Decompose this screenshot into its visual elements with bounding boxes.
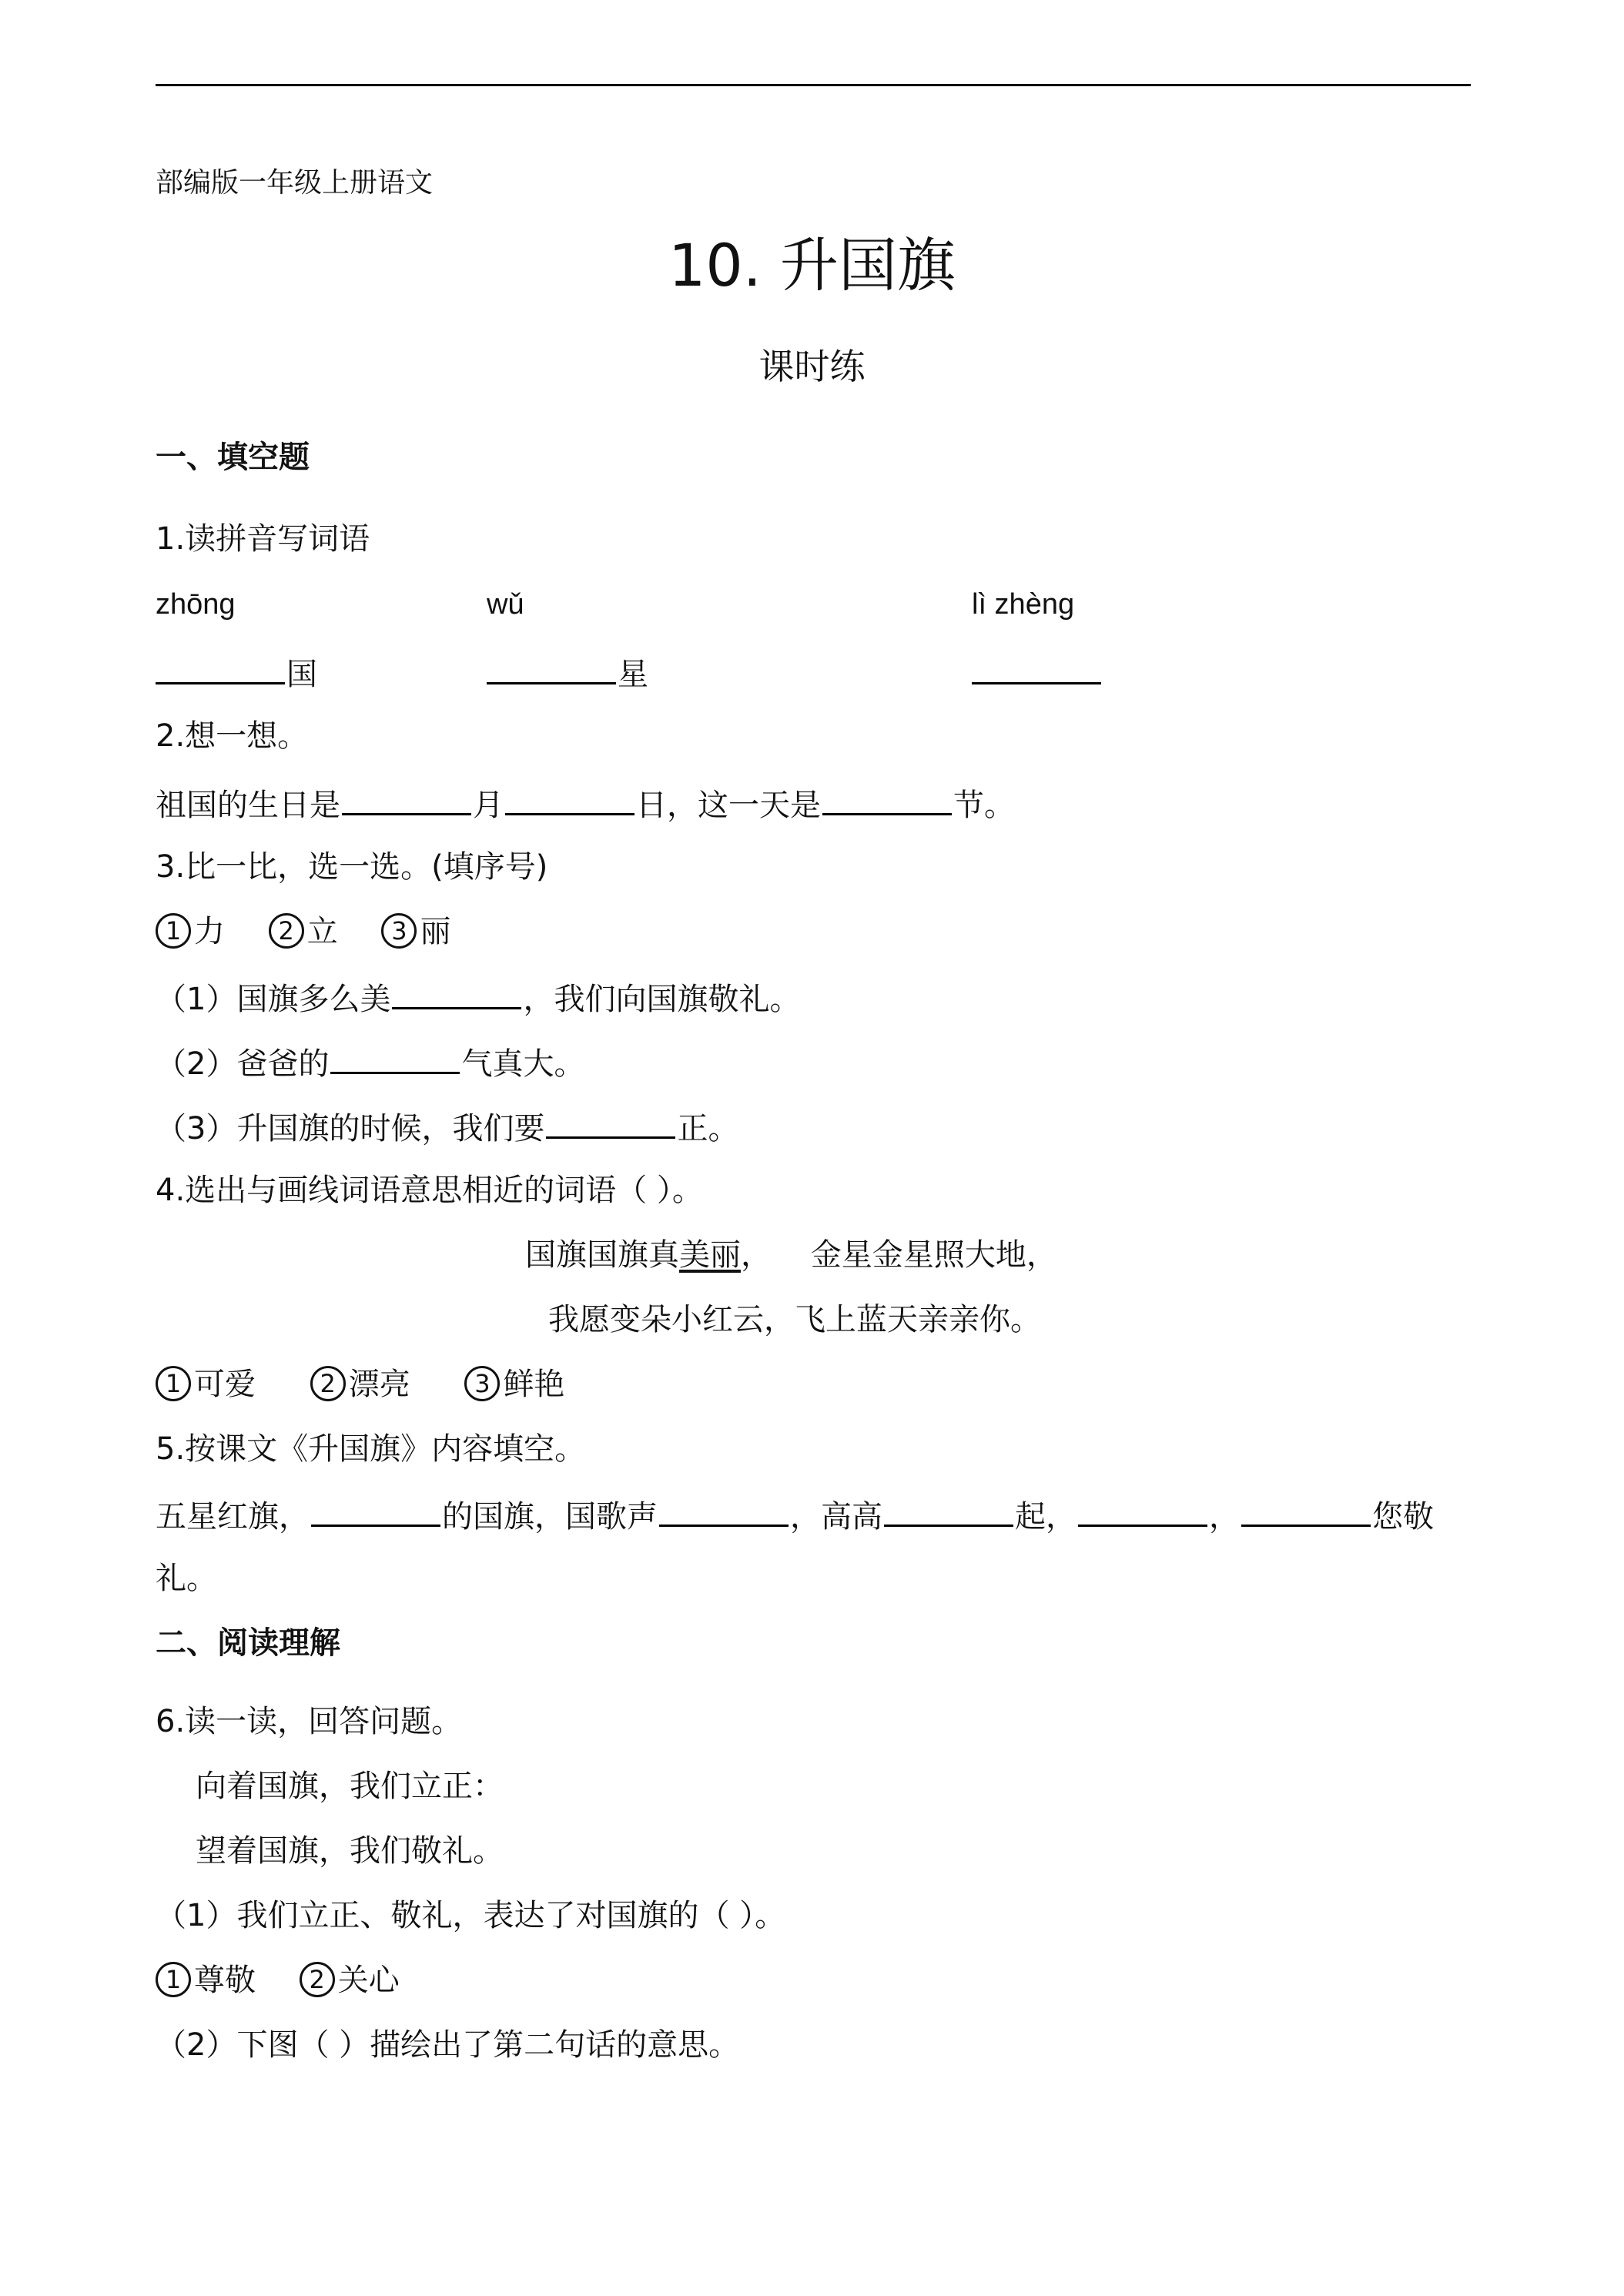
q6-passage-line-1: 向着国旗，我们立正：: [196, 1769, 504, 1804]
q5-text-3: ，高高: [790, 1499, 882, 1535]
q2-text-2: 月: [473, 788, 504, 823]
q3-option-3: [381, 912, 450, 952]
q5-blank-1[interactable]: [311, 1494, 440, 1527]
q6-option-1: [156, 1960, 256, 2000]
q3-item-3-before: （3）升国旗的时候，我们要: [156, 1111, 545, 1146]
q3-prompt: 3.比一比，选一选。(填序号): [156, 849, 548, 885]
q6-sub1-options: [156, 1960, 444, 2000]
q3-options: [156, 912, 495, 952]
q4-poem-text-a: 国旗国旗真: [525, 1237, 679, 1273]
q4-option-1-text: 可爱: [194, 1367, 256, 1402]
q1-answer-2: [487, 651, 648, 694]
q4-underlined-word: 美丽: [679, 1237, 741, 1273]
q3-blank-2[interactable]: [330, 1041, 460, 1074]
q4-option-2: [310, 1364, 410, 1404]
q6-option-2-text: 关心: [337, 1963, 400, 1998]
q4-option-2-text: 漂亮: [348, 1367, 410, 1402]
q3-item-3: [156, 1106, 738, 1149]
q6-option-2: [300, 1960, 400, 2000]
q1-blank-1[interactable]: [156, 651, 285, 684]
q2-prompt: 2.想一想。: [156, 718, 309, 754]
q3-option-2: [269, 912, 338, 952]
page-subtitle: 课时练: [758, 346, 866, 387]
q3-option-2-text: 立: [306, 914, 338, 949]
q5-text-4: 起，: [1015, 1499, 1077, 1535]
q5-blank-2[interactable]: [659, 1494, 789, 1527]
q6-prompt: 6.读一读，回答问题。: [156, 1704, 463, 1739]
q4-options: [156, 1364, 609, 1404]
q1-blank-2[interactable]: [487, 651, 616, 684]
top-rule: [156, 84, 1471, 86]
q3-item-1-after: ，我们向国旗敬礼。: [523, 982, 801, 1017]
q6-sub-question-2: （2）下图（ ）描绘出了第二句话的意思。: [156, 2027, 740, 2063]
q4-option-3: [464, 1364, 564, 1404]
section-heading-fill-blank: 一、填空题: [156, 440, 310, 475]
q1-prompt: 1.读拼音写词语: [156, 521, 370, 557]
q3-item-1: [156, 976, 800, 1019]
q4-poem-line-1: [525, 1235, 1057, 1275]
series-label: 部编版一年级上册语文: [156, 167, 434, 199]
q5-text-2: 的国旗，国歌声: [442, 1499, 658, 1535]
q2-text-3: 日，这一天是: [636, 788, 821, 823]
q5-text-6: 您敬: [1372, 1499, 1434, 1535]
circled-number-icon: 2: [310, 1366, 346, 1401]
q3-item-2-after: 气真大。: [461, 1046, 585, 1082]
q2-blank-day[interactable]: [505, 782, 635, 815]
q5-blank-5[interactable]: [1241, 1494, 1371, 1527]
q4-option-3-text: 鲜艳: [503, 1367, 565, 1402]
q3-blank-3[interactable]: [546, 1106, 675, 1139]
q1-pinyin-1: zhōng: [156, 588, 236, 621]
q2-blank-month[interactable]: [342, 782, 471, 815]
q3-item-2-before: （2）爸爸的: [156, 1046, 330, 1082]
circled-number-icon: 3: [464, 1366, 500, 1401]
q2-text-1: 祖国的生日是: [156, 788, 340, 823]
circled-number-icon: 2: [269, 913, 304, 949]
q6-sub-question-1: （1）我们立正、敬礼，表达了对国旗的（ ）。: [156, 1898, 786, 1933]
q2-text-4: 节。: [953, 788, 1015, 823]
q1-answer-3: [972, 651, 1103, 694]
q5-text-1: 五星红旗，: [156, 1499, 310, 1535]
q2-sentence: [156, 782, 1015, 825]
q3-item-2: [156, 1041, 584, 1084]
q6-option-1-text: 尊敬: [194, 1963, 256, 1998]
q5-blank-3[interactable]: [884, 1494, 1013, 1527]
q3-blank-1[interactable]: [392, 976, 521, 1009]
q4-poem-text-b: ， 金星金星照大地，: [741, 1237, 1057, 1273]
q3-item-3-after: 正。: [677, 1111, 739, 1146]
q3-item-1-before: （1）国旗多么美: [156, 982, 391, 1017]
q2-blank-festival[interactable]: [822, 782, 952, 815]
q4-option-1: [156, 1364, 256, 1404]
circled-number-icon: 2: [300, 1962, 335, 1997]
q1-blank-3[interactable]: [972, 651, 1101, 684]
circled-number-icon: 1: [156, 1366, 191, 1401]
q3-option-1: [156, 912, 225, 952]
q4-prompt: 4.选出与画线词语意思相近的词语（ ）。: [156, 1173, 703, 1208]
q4-poem-line-2: 我愿变朵小红云，飞上蓝天亲亲你。: [548, 1302, 1041, 1337]
q1-suffix-2: 星: [618, 657, 648, 692]
q5-sentence: [156, 1494, 1434, 1537]
q3-option-1-text: 力: [194, 914, 225, 949]
q3-option-3-text: 丽: [420, 914, 451, 949]
circled-number-icon: 1: [156, 1962, 191, 1997]
section-heading-reading: 二、阅读理解: [156, 1625, 340, 1661]
q1-suffix-1: 国: [286, 657, 317, 692]
circled-number-icon: 1: [156, 913, 191, 949]
q1-pinyin-3: lì zhèng: [972, 588, 1075, 621]
q5-continuation: 礼。: [156, 1561, 217, 1596]
q5-blank-4[interactable]: [1078, 1494, 1207, 1527]
q5-text-5: ，: [1209, 1499, 1240, 1535]
q6-passage-line-2: 望着国旗，我们敬礼。: [196, 1833, 504, 1869]
q5-prompt: 5.按课文《升国旗》内容填空。: [156, 1431, 586, 1467]
q1-pinyin-2: wǔ: [487, 588, 524, 621]
page-title: 10. 升国旗: [668, 231, 956, 300]
circled-number-icon: 3: [381, 913, 417, 949]
q1-answer-1: [156, 651, 317, 694]
